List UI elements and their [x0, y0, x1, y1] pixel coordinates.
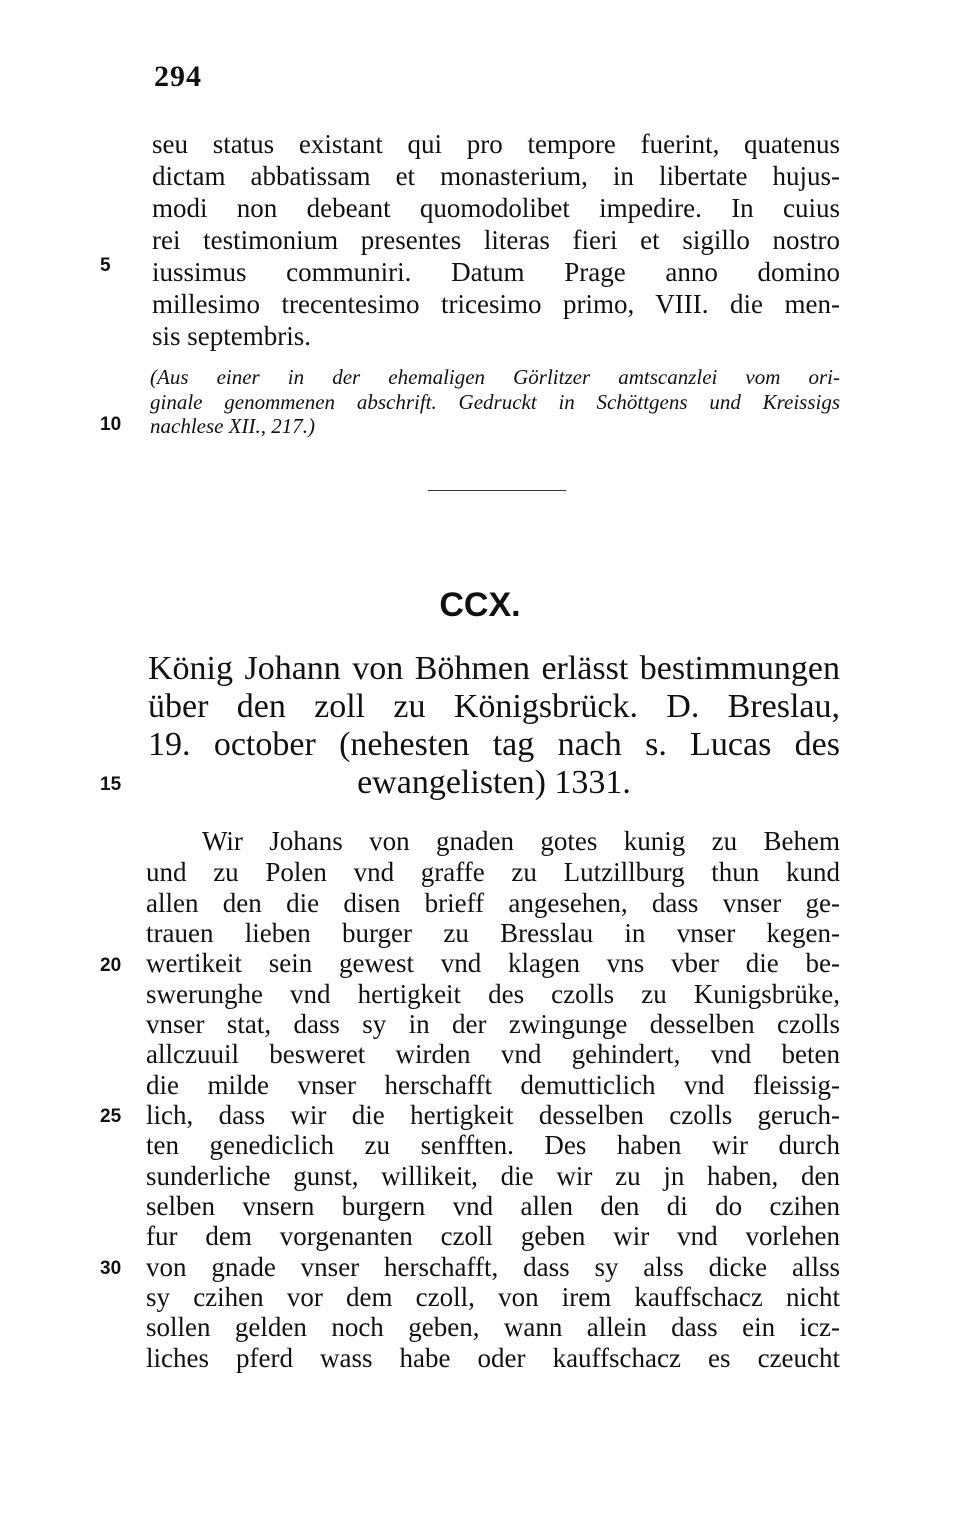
line-number: 5: [100, 255, 111, 276]
heading-line: über den zoll zu Königsbrück. D. Breslau,: [148, 688, 840, 725]
body-line: ten genediclich zu senfften. Des haben wir durch: [146, 1130, 840, 1160]
text-line: modi non debeant quomodolibet impedire. In cuius: [152, 193, 840, 223]
body-line: trauen lieben burger zu Bresslau in vnser kegen-: [146, 918, 840, 948]
line-number: 25: [100, 1106, 122, 1127]
body-line: von gnade vnser herschafft, dass sy alss dicke allss: [146, 1252, 840, 1282]
body-line: wertikeit sein gewest vnd klagen vns vber die be-: [146, 948, 840, 978]
section-divider: [428, 490, 566, 491]
note-line: (Aus einer in der ehemaligen Görlitzer amtscanzlei vom ori-: [150, 365, 840, 389]
line-number: 30: [100, 1258, 122, 1279]
body-line: und zu Polen vnd graffe zu Lutzillburg thun kund: [146, 857, 840, 887]
line-number: 15: [100, 774, 122, 795]
body-line: allczuuil besweret wirden vnd gehindert, vnd beten: [146, 1039, 840, 1069]
text-line: dictam abbatissam et monasterium, in libertate hujus-: [152, 161, 840, 191]
document-number: CCX.: [439, 586, 521, 624]
body-line: vnser stat, dass sy in der zwingunge desselben czolls: [146, 1009, 840, 1039]
text-line: iussimus communiri. Datum Prage anno domino: [152, 257, 840, 287]
body-line: sy czihen vor dem czoll, von irem kauffschacz nicht: [146, 1282, 840, 1312]
note-line: ginale genommenen abschrift. Gedruckt in Schöttgens und Kreissigs: [150, 390, 840, 414]
body-line: allen den die disen brieff angesehen, dass vnser ge-: [146, 888, 840, 918]
body-line: sollen gelden noch geben, wann allein dass ein icz-: [146, 1312, 840, 1342]
body-line: sunderliche gunst, willikeit, die wir zu jn haben, den: [146, 1161, 840, 1191]
text-line: millesimo trecentesimo tricesimo primo, VIII. die men-: [152, 289, 840, 319]
text-line: seu status existant qui pro tempore fuerint, quatenus: [152, 129, 840, 159]
body-line: fur dem vorgenanten czoll geben wir vnd vorlehen: [146, 1221, 840, 1251]
line-number: 10: [100, 414, 122, 435]
body-line: lich, dass wir die hertigkeit desselben czolls geruch-: [146, 1100, 840, 1130]
heading-line: ewangelisten) 1331.: [357, 764, 631, 801]
line-number: 20: [100, 955, 122, 976]
heading-line: 19. october (nehesten tag nach s. Lucas des: [148, 726, 840, 763]
body-line: Wir Johans von gnaden gotes kunig zu Behem: [202, 826, 840, 856]
text-line: rei testimonium presentes literas fieri et sigillo nostro: [152, 225, 840, 255]
body-line: swerunghe vnd hertigkeit des czolls zu Kunigsbrüke,: [146, 979, 840, 1009]
body-line: liches pferd wass habe oder kauffschacz es czeucht: [146, 1343, 840, 1373]
page-number: 294: [154, 60, 202, 93]
body-line: die milde vnser herschafft demutticlich vnd fleissig-: [146, 1070, 840, 1100]
body-line: selben vnsern burgern vnd allen den di do czihen: [146, 1191, 840, 1221]
note-line: nachlese XII., 217.): [150, 414, 316, 438]
heading-line: König Johann von Böhmen erlässt bestimmungen: [148, 650, 840, 687]
text-line: sis septembris.: [152, 321, 311, 351]
